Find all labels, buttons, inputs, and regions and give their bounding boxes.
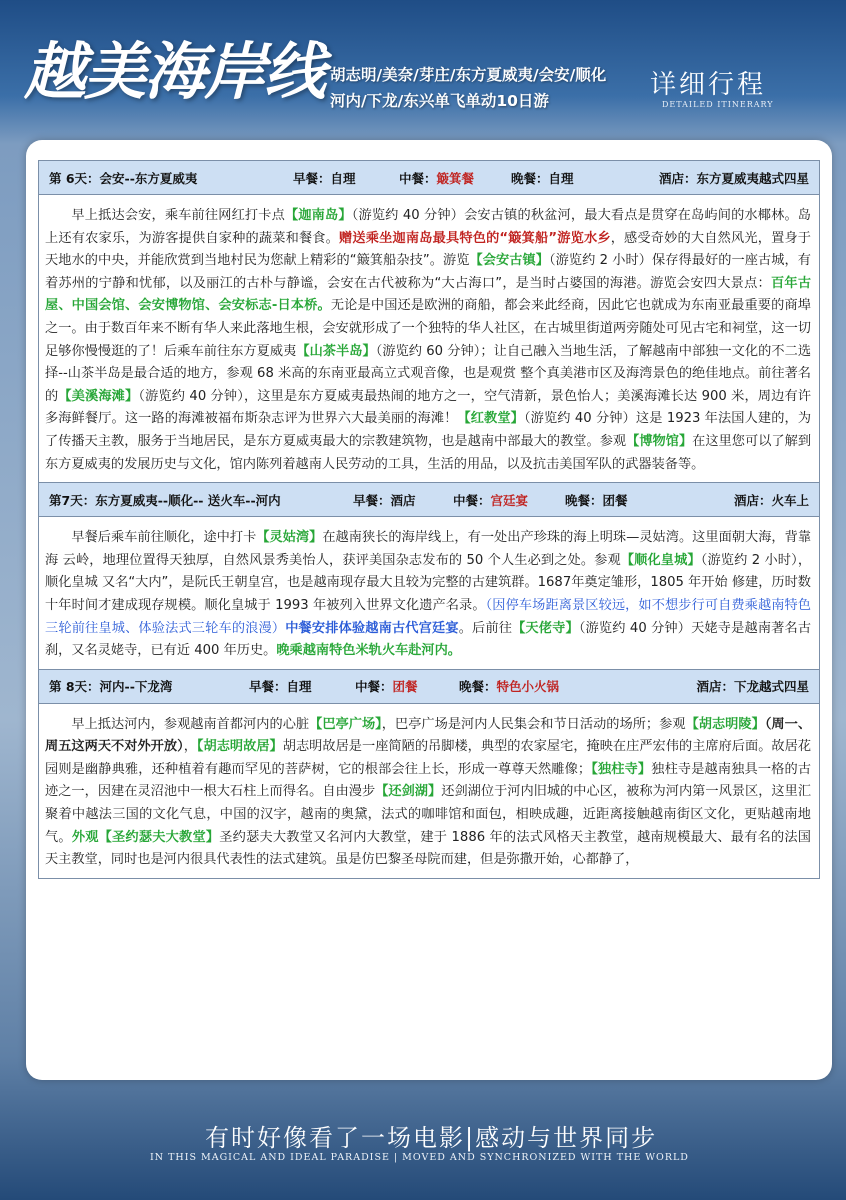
- lunch-group: [399, 169, 511, 187]
- lunch-label: 中餐：: [399, 170, 437, 186]
- text-span: 还剑湖位于河内旧城的中心区，被称为河内第一风景区，这里汇聚着中越法三国的文化气息，中国的汉字，越南的奥黛，法式的咖啡馆和面包，相映成趣，近距离接触越南街区文化，更贴越南地气。: [45, 784, 812, 845]
- text-span: ，感受奇妙的大自然风光，置身于天地水的中央，并能欣赏到当地村民为您献上精彩的“簸箕船杂技”。游览: [45, 230, 811, 269]
- detail-subtitle: DETAILED ITINERARY: [662, 100, 774, 109]
- breakfast-label: 早餐：: [249, 679, 287, 695]
- text-span: （游览约 60 分钟）；让自己融入当地生活，了解越南中部独一文化的不二选择--山茶半岛是最合适的地方，参观 68 米高的东南亚最高立式观音像，也是观赏 整个真美港市区及海湾景色的绝佳地点。前往著名的: [45, 343, 812, 404]
- dinner-group: [459, 677, 659, 695]
- attraction-highlight: 【胡志明故居】: [196, 739, 283, 755]
- attraction-highlight: 【美溪海滩】: [58, 388, 139, 404]
- note-highlight: （因停车场距离景区较远，如不想步行可自费乘越南特色三轮前往皇城、体验法式三轮车的浪漫）: [45, 597, 811, 636]
- text-span: （游览约 40 分钟）会安古镇的秋盆河，最大看点是贯穿在岛屿间的水椰林。岛上还有农家乐，为游客提供自家种的蔬菜和餐食。: [45, 208, 811, 246]
- breakfast-group: [249, 677, 355, 695]
- text-span: （游览约 40 分钟），这里是东方夏威夷最热闹的地方之一，空气清新，景色怡人；美溪海滩长达 900 米，周边有许多海鲜餐厅。这一路的海滩被福布斯杂志评为世界六大最美丽的海滩！: [45, 388, 812, 427]
- hotel-value: 下龙越式四星: [733, 679, 809, 695]
- hotel-value: 东方夏威夷越式四星: [696, 170, 809, 186]
- breakfast-value: 自理: [286, 679, 312, 695]
- text-span: 在越南狭长的海岸线上，有一处出产珍珠的海上明珠—灵姑湾。这里面朝大海，背靠海 云岭，地理位置得天独厚，自然风景秀美怡人，获评美国杂志发布的 50 个人生必到之处。参观: [45, 530, 812, 568]
- attraction-highlight: 晚乘越南特色米轨火车赴河内。: [276, 643, 461, 659]
- attraction-highlight: 【独柱寺】: [591, 761, 652, 777]
- text-span: 。后前往: [458, 620, 513, 636]
- text-span: （游览约 40 分钟）天姥寺是越南著名古刹，又名灵姥寺，已有近 400 年历史。: [45, 620, 812, 659]
- hotel-label: 酒店：: [733, 492, 772, 508]
- lunch-group: [355, 677, 459, 695]
- attraction-highlight: 【圣约瑟夫大教堂】: [98, 829, 220, 845]
- hotel-group: [696, 677, 809, 695]
- meal-highlight: 中餐安排体验越南古代宫廷宴: [285, 620, 459, 636]
- text-span: 胡志明故居是一座简陋的吊脚楼，典型的农家屋宅，掩映在庄严宏伟的主席府后面。故居花园则是幽静典雅，还种植着有趣而罕见的菩萨树，它的根部会往上长，形成一尊尊天然雕像；: [45, 739, 812, 777]
- day-header-bar: [39, 670, 819, 704]
- attraction-highlight: 【天佬寺】: [512, 620, 579, 636]
- closure-note: （周一、周五这两天不对外开放）: [45, 716, 812, 755]
- text-span: 圣约瑟夫大教堂又名河内大教堂，建于 1886 年的法式风格天主教堂，越南规模最大、最有名的法国天主教堂，同时也是河内很具代表性的法式建筑。虽是仿巴黎圣母院而建，但是弥撒开始，心都静了，: [45, 829, 811, 868]
- hotel-value: 火车上: [771, 492, 809, 508]
- breakfast-label: 早餐：: [353, 492, 391, 508]
- hotel-label: 酒店：: [696, 679, 734, 695]
- itinerary-table: [38, 160, 820, 879]
- attraction-highlight: 【迦南岛】: [284, 208, 352, 223]
- text-span: 早餐后乘车前往顺化，途中打卡: [71, 530, 257, 546]
- text-span: 在这里您可以了解到东方夏威夷的发展历史与文化，馆内陈列着越南人民劳动的工具，生活的用品，以及抗击美国军队的武器装备等。: [45, 433, 812, 472]
- footer-slogan-english: IN THIS MAGICAL AND IDEAL PARADISE | MOVED AND SYNCHRONIZED WITH THE WORLD: [150, 1152, 689, 1163]
- attraction-highlight: 【巴亭广场】: [309, 716, 382, 732]
- attraction-highlight: 【灵姑湾】: [256, 530, 323, 546]
- lunch-value: 团餐: [392, 679, 418, 695]
- route-subtitle: [330, 62, 606, 114]
- dinner-value: 特色小火锅: [496, 679, 560, 695]
- attraction-highlight: 外观: [71, 829, 99, 845]
- itinerary-card: [26, 140, 832, 1080]
- text-span: 早上抵达河内，参观越南首都河内的心脏: [71, 716, 310, 732]
- breakfast-group: [353, 491, 453, 509]
- attraction-highlight: 【博物馆】: [626, 433, 693, 449]
- lunch-label: 中餐：: [355, 679, 393, 695]
- text-span: 无论是中国还是欧洲的商船，都会来此经商，因此它也就成为东南亚最重要的商埠之一。由于数百年来不断有华人来此落地生根，会安就形成了一个独特的华人社区，在古城里街道两旁随处可见古宅和祠堂，这一切足够你慢慢逛的了！后乘车前往东方夏威夷: [45, 298, 811, 359]
- text-span: ，巴亭广场是河内人民集会和节日活动的场所；参观: [381, 716, 686, 732]
- day-title: 第 8天：河内--下龙湾: [49, 679, 173, 695]
- text-span: ，: [183, 739, 197, 755]
- lunch-value: 簸箕餐: [436, 170, 475, 186]
- day-description: [39, 195, 819, 483]
- day-header-bar: [39, 483, 819, 517]
- attraction-highlight: 【红教堂】: [457, 411, 524, 427]
- breakfast-label: 早餐：: [293, 170, 331, 186]
- attraction-highlight: 【会安古镇】: [469, 253, 550, 269]
- lunch-label: 中餐：: [453, 492, 491, 508]
- lunch-group: [453, 491, 565, 509]
- attraction-highlight: 【山茶半岛】: [296, 343, 376, 359]
- gift-highlight: 赠送乘坐迦南岛最具特色的“簸箕船”游览水乡: [339, 230, 611, 246]
- hotel-group: [734, 491, 809, 509]
- text-span: 早上抵达会安，乘车前往网红打卡点: [71, 208, 285, 223]
- day-title: 第 6天：会安--东方夏威夷: [49, 170, 198, 186]
- dinner-value: 自理: [548, 170, 574, 186]
- text-span: 独柱寺是越南独具一格的古迹之一，因建在灵沼池中一根大石柱上而得名。自由漫步: [45, 761, 812, 800]
- attraction-highlight: 百年古屋、中国会馆、会安博物馆、会安标志-日本桥。: [45, 275, 812, 314]
- day-title: 第7天：东方夏威夷--顺化-- 送火车--河内: [49, 492, 281, 508]
- dinner-value: 团餐: [602, 492, 628, 508]
- attraction-highlight: 【胡志明陵】: [685, 716, 765, 732]
- text-span: （游览约 2 小时）保存得最好的一座古城，有着苏州的宁静和忧郁，以及丽江的古朴与静谧，会安在古代被称为“大占海口”，是当时占婆国的海港。游览会安四大景点：: [45, 253, 811, 291]
- hotel-label: 酒店：: [658, 170, 697, 186]
- dinner-label: 晚餐：: [459, 679, 497, 695]
- day-description: [39, 517, 819, 670]
- lunch-value: 宫廷宴: [490, 492, 529, 508]
- route-line-1: 胡志明/美奈/芽庄/东方夏威夷/会安/顺化: [330, 66, 607, 84]
- text-span: （游览约 2 小时），顺化皇城 又名“大内”，是阮氏王朝皇宫，也是越南现存最大且较为完整的古建筑群。1687年奠定雏形，1805 年开始 修建，历时数十年时间才建成现存规模。顺化皇城于 1993 年被列入世界文化遗产名录。: [45, 552, 812, 613]
- route-line-2: 河内/下龙/东兴单飞单动10日游: [330, 92, 549, 110]
- attraction-highlight: 【还剑湖】: [375, 784, 442, 800]
- day-header-bar: [39, 161, 819, 195]
- text-span: （游览约 40 分钟）这是 1923 年法国人建的，为了传播天主教，服务于当地居民，是东方夏威夷最大的宗教建筑物，也是越南中部最大的教堂。参观: [45, 411, 812, 449]
- dinner-group: [511, 169, 643, 187]
- breakfast-value: 酒店: [390, 492, 416, 508]
- day-description: [39, 704, 819, 878]
- footer-slogan: 有时好像看了一场电影|感动与世界同步: [205, 1124, 658, 1152]
- hotel-group: [659, 169, 809, 187]
- attraction-highlight: 【顺化皇城】: [620, 552, 701, 568]
- dinner-group: [565, 491, 697, 509]
- dinner-label: 晚餐：: [565, 492, 603, 508]
- page-header: [0, 0, 846, 150]
- breakfast-value: 自理: [330, 170, 356, 186]
- breakfast-group: [293, 169, 399, 187]
- brand-title: 越美海岸线: [24, 35, 325, 108]
- detail-title: 详细行程: [650, 70, 767, 100]
- dinner-label: 晚餐：: [511, 170, 549, 186]
